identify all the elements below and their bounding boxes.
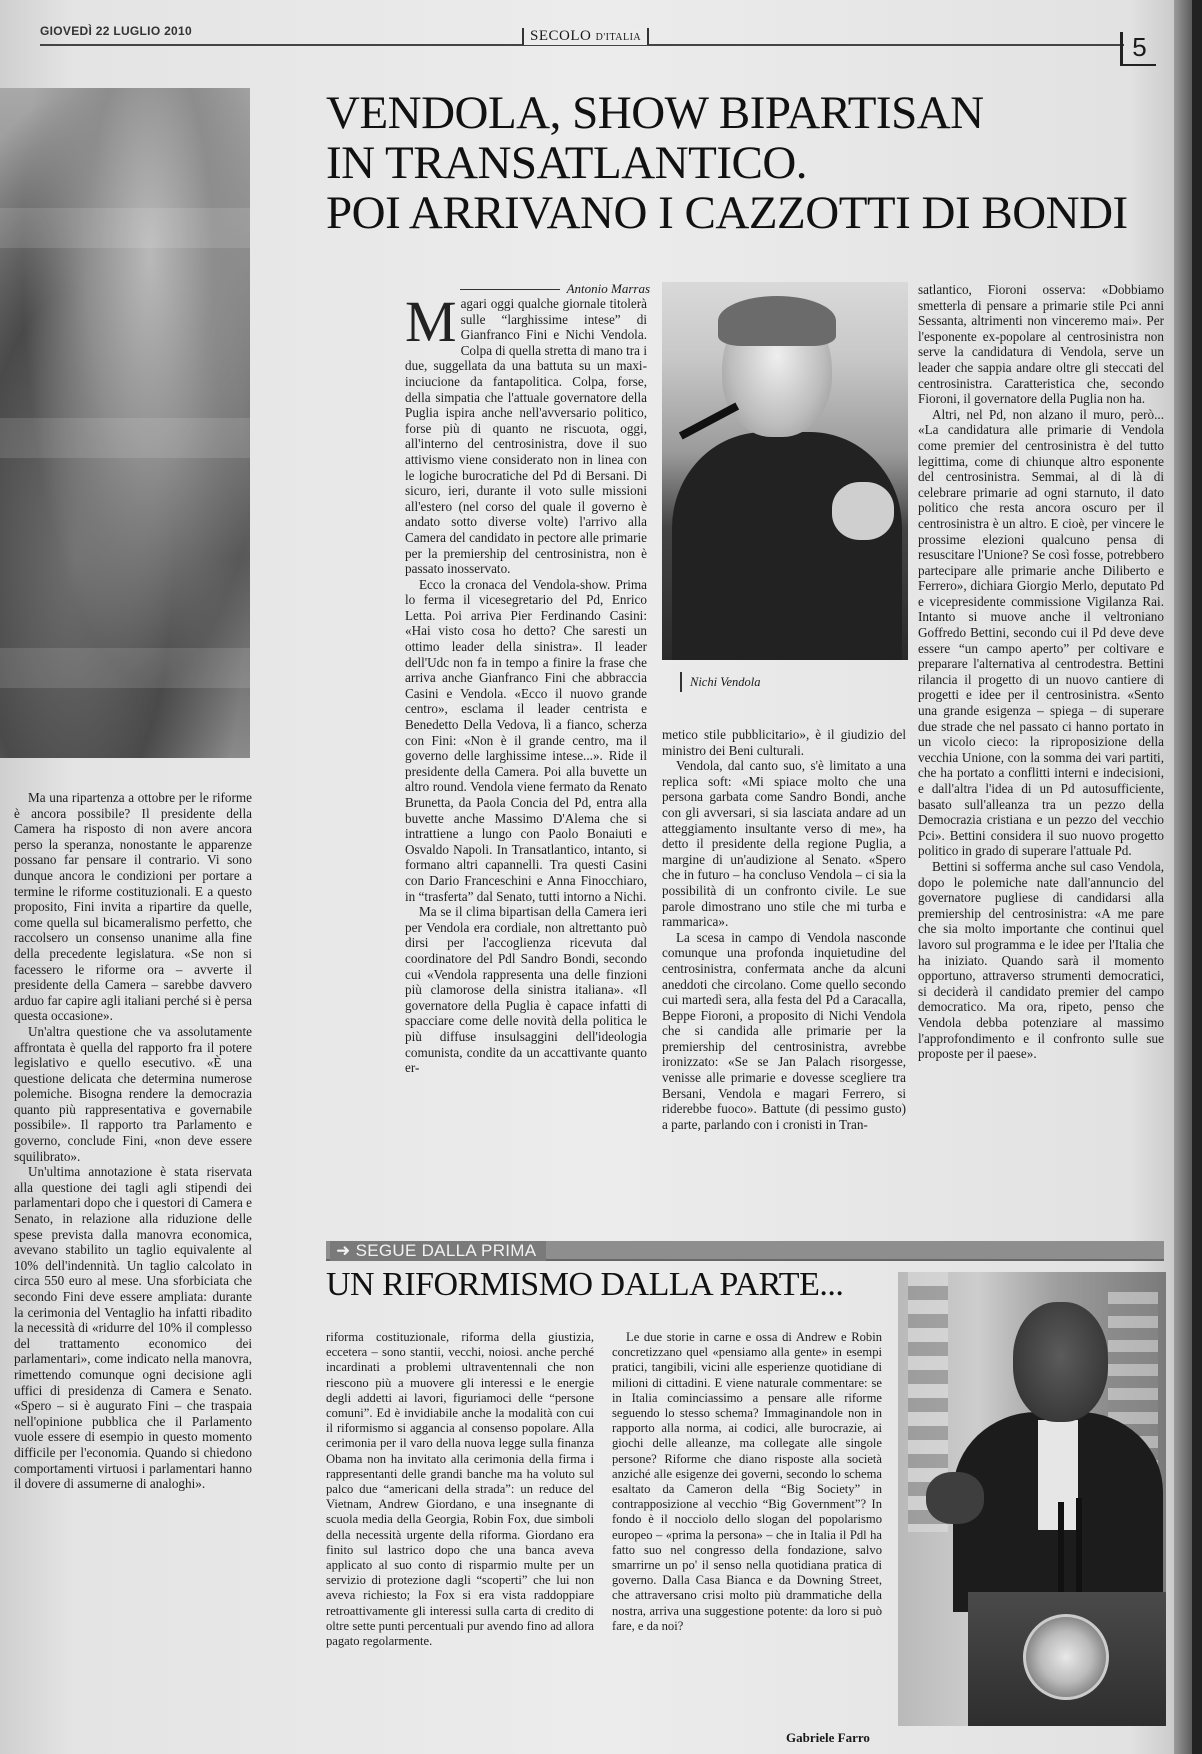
article1-col1 bbox=[405, 289, 647, 1076]
paragraph: Le due storie in carne e ossa di Andrew e Robin concretizzano quel «pensiamo alla gente» in esempi pratici, tangibili, vicini alle esperienze quotidiane di milioni di cittadini. E viene naturale commentare: se in Italia cominciassimo a pensare alle riforme seguendo lo stesso schema? Immaginandole non in rapporto alla norma, ai codici, alle burocrazie, ai giochi delle alleanze, ma collegate alle singole persone? Riforme che diano risposte alla società anziché alle esigenze dei governi, secondo lo schema esaltato da Cameron della “Big Society” in contrapposizione al vecchio “Big Government”? In fondo è il nocciolo dello slogan del popolarismo europeo – «prima la persona» – che in Italia il Pdl ha fatto suo nel congresso della fondazione, salvo smarrirne un po' il senso nella quotidiana pratica di governo. Dalla Casa Bianca e da Downing Street, che attraversano crisi molto più drammatiche della nostra, arriva una suggestione potente: da loro si può fare, e da noi? bbox=[612, 1330, 882, 1633]
paragraph: Magari oggi qualche giornale titolerà sulle “larghissime intese” di Gianfranco Fini e Nichi Vendola. Colpa di quella stretta di mano tra i due, suggellata da una battuta su un maxi-inciucione da fantapolitica. Colpa, forse, della simpatia che l'attuale governatore della Puglia ispira anche nell'avversario politico, forse più di quanto ne riscuota, oggi, all'interno del centrosinistra, dove il suo attivismo viene considerato non in linea con le logiche burocratiche del Pd di Bersani. Di sicuro, ieri, durante il voto sulle missioni all'estero (nel corso del quale il governo è andato sotto diverse volte) l'arrivo alla Camera del candidato in pectore alle primarie per la premiership del centrosinistra, non è passato inosservato. bbox=[405, 289, 647, 577]
paragraph: Un'altra questione che va assolutamente affrontata è quella del rapporto fra il potere legislativo e quello esecutivo. «È una questione delicata che determina numerose polemiche. Bisogna rendere la democrazia quanto più rappresentativa e governabile possibile». Il rapporto tra Parlamento e governo, conclude Fini, «non deve essere squilibrato». bbox=[14, 1023, 252, 1164]
left-photo bbox=[0, 88, 250, 758]
article1-col3 bbox=[918, 282, 1164, 1062]
masthead bbox=[522, 28, 649, 45]
photo-microphone bbox=[1058, 1502, 1064, 1602]
article2-col1 bbox=[326, 1330, 594, 1649]
byline: Antonio Marras bbox=[450, 281, 650, 297]
photo-body bbox=[672, 432, 902, 660]
photo-band bbox=[0, 418, 250, 458]
article1-col2 bbox=[662, 727, 906, 1132]
paragraph: satlantico, Fioroni osserva: «Dobbiamo smetterla di pensare a primarie stile Pci anni Sessanta, altrimenti non vinceremo mai». Per l'esponente ex-popolare al centrosinistra non serve la candidatura di Vendola, serve un leader che sappia andare oltre gli steccati del centrosinistra. Caratteristica che, secondo Fioroni, il governatore della Puglia non ha. bbox=[918, 282, 1164, 407]
left-column bbox=[14, 790, 252, 1492]
section-kicker: ➜ SEGUE DALLA PRIMA bbox=[330, 1241, 546, 1261]
paragraph: riforma costituzionale, riforma della giustizia, eccetera – sono stantii, vecchi, noiosi. anche perché incardinati a problemi ultraventennali che non riescono più a muovere gli interessi e le energie degli addetti ai lavori, figuriamoci delle “persone comuni”. Ed è invidiabile anche la modalità con cui il riformismo si aggancia al consenso popolare. Alla cerimonia per il varo della nuova legge sulla finanza Obama non ha invitato alla cerimonia della firma i rappresentanti delle grandi banche ma ha voluto sul palco due “americani della strada”: un reduce del Vietnam, Andrew Giordano, e una insegnante di scuola media della Georgia, Robin Fox, due simboli della necessità urgente della riforma. Giordano era finito sul lastrico dopo che una banca aveva applicato al suo conto di risparmio multe per un servizio di protezione dagli “scoperti” che lui non aveva richiesto; la Fox si era vista raddoppiare retroattivamente gli interessi sulla carta di credito di oltre sette punti percentuali pur avendo fino ad allora pagato regolarmente. bbox=[326, 1330, 594, 1649]
photo-microphone bbox=[1076, 1498, 1082, 1602]
article2-headline: UN RIFORMISMO DALLA PARTE... bbox=[326, 1266, 844, 1303]
masthead-main: SECOLO bbox=[530, 28, 592, 44]
photo-hand bbox=[832, 482, 894, 540]
paragraph: La scesa in campo di Vendola nasconde comunque una profonda inquietudine del centrosinistra, confermata anche da alcuni aneddoti che circolano. Come quello secondo cui martedì sera, alla festa del Pd a Caracalla, Beppe Fioroni, a proposito di Nichi Vendola che si candida alle primarie per la premiership del centrosinistra, avrebbe ironizzato: «Se se Jan Palach risorgesse, venisse alle primarie e dovesse scegliere tra Bersani, Vendola e magari Ferrero, si riderebbe fuoco». Battute (di pessimo gusto) a parte, parlando con i cronisti in Tran- bbox=[662, 929, 906, 1132]
article2-col2 bbox=[612, 1330, 882, 1634]
masthead-small: D'ITALIA bbox=[595, 32, 642, 43]
paragraph: Ma una ripartenza a ottobre per le riforme è ancora possibile? Il presidente della Camera ha risposto di non avere ancora perso la speranza, nonostante le apparenze possano far pensare il contrario. Vi sono dunque ancora le condizioni per portare a termine le riforme costituzionali. E a questo proposito, Fini invita a ripartire da quelle, come quella sul bicameralismo perfetto, che raccolsero un consenso unanime alla fine della precedente legislatura. «Se non si facessero le riforme ora – avverte il presidente della Camera – sarebbe davvero arduo far capire agli italiani perché si è persa questa occasione». bbox=[14, 790, 252, 1024]
dropcap: M bbox=[405, 289, 457, 354]
photo-presidential-seal bbox=[1023, 1614, 1109, 1700]
issue-date: GIOVEDÌ 22 LUGLIO 2010 bbox=[40, 24, 192, 38]
paragraph: Altri, nel Pd, non alzano il muro, però... «La candidatura alle primarie di Vendola come premier del centrosinistra è del tutto legittima, come di chiunque altro esponente del centrosinistra. Semmai, al di là di celebrare primarie ad ogni starnuto, il dato politico che resta ancora oscuro per il centrosinistra è un altro. E cioè, per vincere le prossime elezioni qualcuno pensa di resuscitare l'Unione? Se così fosse, potrebbero partecipare alle primarie anche Diliberto e Ferrero», dichiara Giorgio Merlo, deputato Pd e vicepresidente commissione Vigilanza Rai. Intanto si muove anche il veltroniano Goffredo Bettini, secondo cui il Pd deve deve essere “un campo aperto” per coltivare e preparare l'alternativa al centrodestra. Bettini rilancia il progetto di un nuovo cantiere di progetti e idee per il centrosinistra. «Sento una grande esigenza – spiega – di superare due strade che nel passato ci hanno portato in un vicolo cieco: la riproposizione della vecchia Unione, con la somma dei vari partiti, che ha portato a conflitti interni e indecisioni, e dall'altra l'idea di un Pd autosufficiente, basato sull'alleanza tra un pezzo della Democrazia cristiana e un pezzo del vecchio Pci». Bettini considera il suo nuovo progetto politico in grado di superare l'attuale Pd. bbox=[918, 406, 1164, 859]
photo-microphone bbox=[679, 402, 739, 439]
photo-caption: Nichi Vendola bbox=[680, 672, 760, 692]
headline-line: POI ARRIVANO I CAZZOTTI DI BONDI bbox=[326, 187, 1128, 239]
photo-hair bbox=[718, 296, 836, 346]
photo-hand bbox=[926, 1472, 984, 1524]
paragraph: Ecco la cronaca del Vendola-show. Prima lo ferma il vicesegretario del Pd, Enrico Letta. Poi arriva Pier Ferdinando Casini: «Hai visto cosa ho detto? Che saresti un ottimo leader della sinistra». Il leader dell'Udc non fa in tempo a finire la frase che arriva anche Gianfranco Fini che abbraccia Casini e Vendola. «Ecco il nuovo grande centro», esclama il leader centrista e Benedetto Della Vedova, lì a fianco, scherza con Fini: «Non è il grande centro, ma il governo delle larghissime intese...». Ride il presidente della Camera. Poi alla buvette un altro round. Vendola viene fermato da Renato Brunetta, da Paola Concia del Pd, entra alla buvette anche Massimo D'Alema che si intrattiene a lungo con Paolo Bonaiuti e Osvaldo Napoli. In Transatlantico, intanto, si formano altri capannelli. Tra questi Casini con Dario Franceschini e Anna Finocchiaro, in “trasferta” dal Senato, tutti intorno a Nichi. bbox=[405, 576, 647, 904]
paragraph: Bettini si sofferma anche sul caso Vendola, dopo le polemiche nate dall'annuncio del governatore pugliese di candidarsi alla premiership del centrosinistra: «A me pare che sia molto importante che continui quel lavoro sul programma e le idee per l'Italia che ha iniziato. Quando sarà il momento opportuno, attraverso strumenti democratici, si deciderà il candidato premier del campo democratico. Ma ora, ripeto, penso che Vendola debba potenziare al massimo l'approfondimento e il confronto sulle sue proposte per il paese». bbox=[918, 858, 1164, 1062]
vendola-photo bbox=[662, 282, 908, 660]
paragraph: Un'ultima annotazione è stata riservata alla questione dei tagli agli stipendi dei parlamentari dopo che i questori di Camera e Senato, in relazione alla riduzione delle spese prevista dalla manovra economica, avevano stabilito un taglio equivalente al 10% dell'indennità. Un taglio calcolato in circa 550 euro al mese. Una sforbiciata che secondo Fini deve essere ampliata: durante la cerimonia del Ventaglio ha infatti ribadito la necessità di «ridurre del 10% il complesso del trattamento economico dei parlamentari», come indicato nella manovra, rimettendo comunque ogni decisione agli uffici di presidenza di Camera e Senato. «Spero – si è augurato Fini – che traspaia nell'opinione pubblica che il Parlamento vuole essere di esempio in questo momento difficile per l'economia. Quando si chiedono comportamenti virtuosi i parlamentari hanno il dovere di assumerne di analoghi». bbox=[14, 1164, 252, 1492]
photo-band bbox=[0, 648, 250, 688]
paragraph: Vendola, dal canto suo, s'è limitato a una replica soft: «Mi spiace molto che una persona garbata come Sandro Bondi, anche con gli avversari, si sia lasciata andare ad un atteggiamento insultante verso di me», ha detto il presidente della regione Puglia, a margine di un'audizione al Senato. «Spero che in futuro – ha concluso Vendola – ci sia la possibilità di un confronto civile. Le sue parole dimostrano uno stile che mi turba e rammarica». bbox=[662, 758, 906, 930]
headline-line: VENDOLA, SHOW BIPARTISAN bbox=[326, 87, 984, 139]
page-edge bbox=[1192, 0, 1202, 1754]
photo-band bbox=[0, 208, 250, 248]
obama-photo bbox=[898, 1272, 1166, 1726]
section-kicker-bar bbox=[326, 1241, 1164, 1261]
photo-head bbox=[1013, 1302, 1108, 1422]
main-headline bbox=[326, 88, 1156, 238]
paragraph: metico stile pubblicitario», è il giudizio del ministro dei Beni culturali. bbox=[662, 727, 906, 758]
headline-line: IN TRANSATLANTICO. bbox=[326, 137, 808, 189]
page-number: 5 bbox=[1120, 32, 1156, 66]
article2-signature: Gabriele Farro bbox=[786, 1730, 870, 1745]
paragraph: Ma se il clima bipartisan della Camera ieri per Vendola era cordiale, non altrettanto può dirsi per l'accoglienza ricevuta dal coordinatore del Pdl Sandro Bondi, secondo cui «Vendola rappresenta una delle finzioni più clamorose della sinistra italiana». «Il governatore della Puglia è capace infatti di spacciare come delle novità della politica le più diffuse insulsaggini dell'ideologia comunista, condite da un accattivante quanto er- bbox=[405, 904, 647, 1076]
